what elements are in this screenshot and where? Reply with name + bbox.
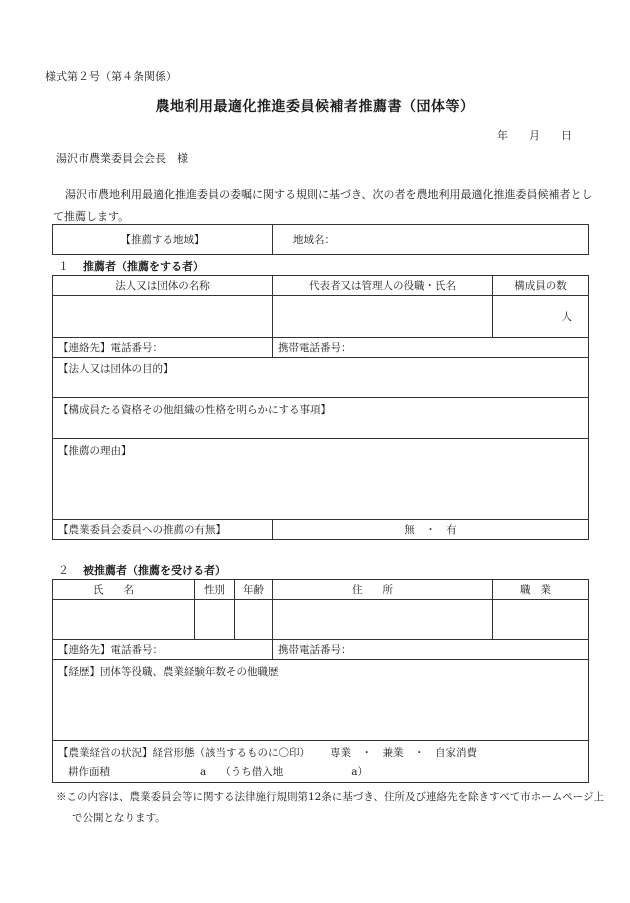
member-count-field[interactable] xyxy=(493,296,589,338)
career-history-field[interactable]: 【経歴】団体等役職、農業経験年数その他職歴 xyxy=(53,660,589,741)
nominee-table xyxy=(52,579,589,783)
nominee-mobile-phone-field[interactable]: 携帯電話番号： xyxy=(273,640,589,660)
farming-status-field[interactable] xyxy=(53,741,589,783)
committee-options[interactable]: 無 ・ 有 xyxy=(273,520,589,540)
date-line xyxy=(497,127,572,143)
header-representative: 代表者又は管理人の役職・氏名 xyxy=(273,276,493,296)
qualification-field[interactable]: 【構成員たる資格その他組織の性格を明らかにする事項】 xyxy=(53,398,589,439)
addressee: 湯沢市農業委員会会長 様 xyxy=(56,152,188,165)
section2-number: ２ xyxy=(58,564,69,577)
org-name-field[interactable] xyxy=(53,296,273,338)
form-number: 様式第２号（第４条関係） xyxy=(45,70,177,83)
section2-heading xyxy=(58,562,226,578)
header-org-name: 法人又は団体の名称 xyxy=(53,276,273,296)
header-job: 職業 xyxy=(493,580,589,600)
section1-title: 推薦者（推薦をする者） xyxy=(83,260,204,273)
nominee-address-field[interactable] xyxy=(273,600,493,640)
farming-status-label: 【農業経営の状況】経営形態（該当するものに〇印） xyxy=(58,747,310,759)
committee-label: 【農業委員会委員への推薦の有無】 xyxy=(53,520,273,540)
cultivated-area-line xyxy=(58,763,583,782)
section2-title: 被推薦者（推薦を受ける者） xyxy=(83,564,226,577)
region-label: 【推薦する地域】 xyxy=(53,225,273,255)
recommender-table xyxy=(52,275,589,540)
nominee-age-field[interactable] xyxy=(235,600,273,640)
page-title: 農地利用最適化推進委員候補者推薦書（団体等） xyxy=(155,99,475,115)
nominee-contact-phone-field[interactable]: 【連絡先】電話番号： xyxy=(53,640,273,660)
intro-text: 湯沢市農地利用最適化推進委員の委嘱に関する規則に基づき、次の者を農地利用最適化推進委員候補者として推薦します。 xyxy=(53,188,593,223)
region-name-field[interactable]: 地域名： xyxy=(273,225,589,255)
nominee-name-field[interactable] xyxy=(53,600,195,640)
date-month: 月 xyxy=(529,129,540,142)
section1-number: １ xyxy=(58,260,69,273)
section1-heading xyxy=(58,258,204,274)
mobile-phone-field[interactable]: 携帯電話番号： xyxy=(273,338,589,358)
farming-status-line xyxy=(58,744,583,763)
date-year: 年 xyxy=(497,129,508,142)
header-gender: 性別 xyxy=(195,580,235,600)
cultivated-area-unit: a xyxy=(200,766,207,778)
member-unit: 人 xyxy=(561,311,572,323)
farming-type-options[interactable]: 専業 ・ 兼業 ・ 自家消費 xyxy=(330,747,477,759)
nominee-job-field[interactable] xyxy=(493,600,589,640)
reason-field[interactable]: 【推薦の理由】 xyxy=(53,439,589,520)
header-age: 年齢 xyxy=(235,580,273,600)
region-table xyxy=(52,224,589,255)
leased-area-label: （うち借入地 xyxy=(220,766,284,778)
purpose-field[interactable]: 【法人又は団体の目的】 xyxy=(53,358,589,398)
representative-field[interactable] xyxy=(273,296,493,338)
footnote: ※この内容は、農業委員会等に関する法律施行規則第12条に基づき、住所及び連絡先を除きすべて市ホームページ上で公開となります。 xyxy=(56,791,605,824)
contact-phone-field[interactable]: 【連絡先】電話番号： xyxy=(53,338,273,358)
cultivated-area-label: 耕作面積 xyxy=(68,766,110,778)
date-day: 日 xyxy=(561,129,572,142)
nominee-gender-field[interactable] xyxy=(195,600,235,640)
header-member-count: 構成員の数 xyxy=(493,276,589,296)
header-address: 住所 xyxy=(273,580,493,600)
leased-area-unit: a） xyxy=(351,766,369,778)
header-name: 氏名 xyxy=(53,580,195,600)
